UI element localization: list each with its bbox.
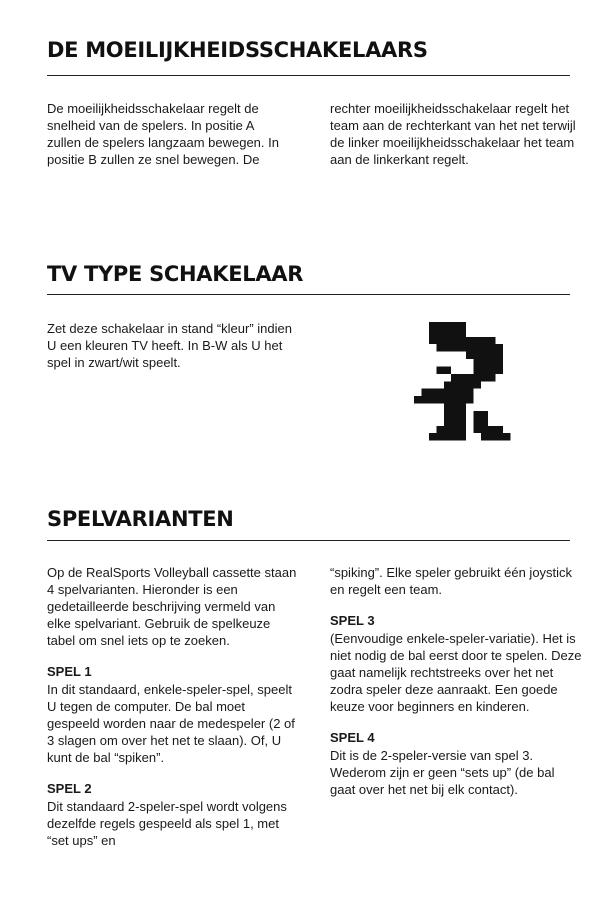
spel2-text: Dit standaard 2-speler-spel wordt volgens dezelfde regels gespeeld als spel 1, met “set ups” en (47, 799, 287, 848)
spel4-heading: SPEL 4 (330, 730, 375, 745)
tvtype-column (47, 320, 297, 385)
spel1-text: In dit standaard, enkele-speler-spel, speelt U tegen de computer. De bal moet gespeeld worden naar de medespeler (2 of 3 slagen om over het net te slaan). Of, U kunt de bal “spiken”. (47, 682, 295, 765)
difficulty-text-right: rechter moeilijkheidsschakelaar regelt het team aan de rechterkant van het net terwijl de linker moeilijkheidsschakelaar het team aan de linkerkant regelt. (330, 101, 576, 167)
spel1-heading: SPEL 1 (47, 664, 92, 679)
variants-intro: Op de RealSports Volleyball cassette staan 4 spelvarianten. Hieronder is een gedetailleerde beschrijving vermeld van elke spelvariant. Gebruik de spelkeuze tabel om snel iets op te zoeken. (47, 565, 297, 648)
variants-column-right (330, 564, 582, 812)
difficulty-column-left (47, 100, 285, 182)
section-title-difficulty: DE MOEILIJKHEIDSSCHAKELAARS (47, 38, 428, 62)
difficulty-column-right (330, 100, 580, 182)
section-divider (47, 294, 570, 295)
spel2-continued-text: “spiking”. Elke speler gebruikt één joystick en regelt een team. (330, 565, 573, 597)
spel3-text: (Eenvoudige enkele-speler-variatie). Het is niet nodig de bal eerst door te spelen. Deze gaat namelijk rechtstreeks over het net zodra speler deze aanraakt. Een goede keuze voor beginners en kinderen. (330, 631, 582, 714)
spel2-heading: SPEL 2 (47, 781, 92, 796)
spel4-text: Dit is de 2-speler-versie van spel 3. Wederom zijn er geen “sets up” (de bal gaat over het net bij elk contact). (330, 748, 555, 797)
section-divider (47, 75, 570, 76)
section-title-variants: SPELVARIANTEN (47, 507, 234, 531)
spel3-heading: SPEL 3 (330, 613, 375, 628)
section-divider (47, 540, 570, 541)
volleyball-player-pixel-icon (412, 322, 520, 448)
difficulty-text-left: De moeilijkheidsschakelaar regelt de snelheid van de spelers. In positie A zullen de spelers langzaam bewegen. In positie B zullen ze snel bewegen. De (47, 101, 279, 167)
section-title-tvtype: TV TYPE SCHAKELAAR (47, 262, 304, 286)
variants-column-left (47, 564, 297, 863)
tvtype-text: Zet deze schakelaar in stand “kleur” indien U een kleuren TV heeft. In B-W als U het spel in zwart/wit speelt. (47, 321, 292, 370)
